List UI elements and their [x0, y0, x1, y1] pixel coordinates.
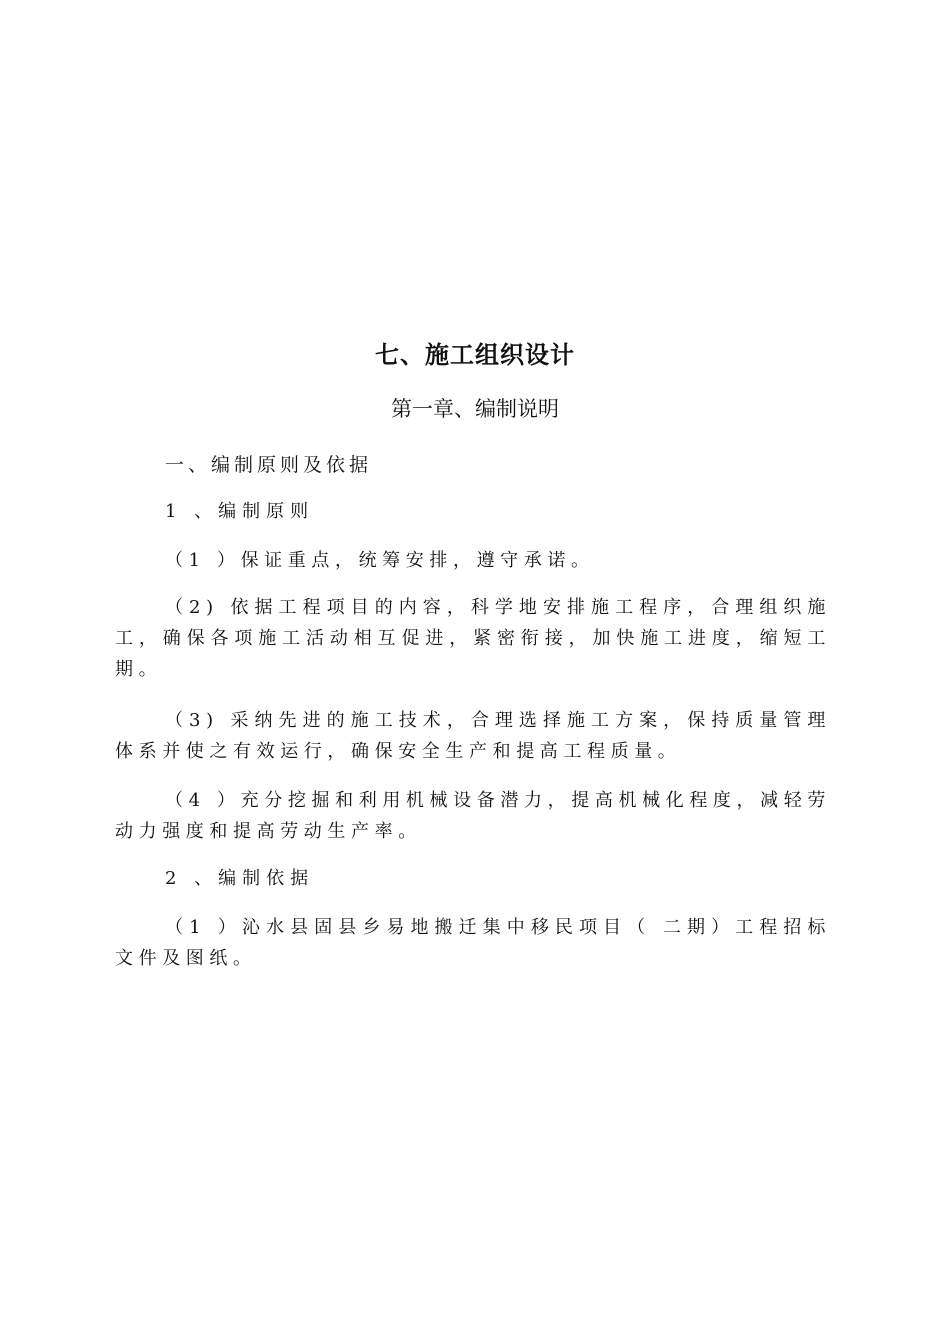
subsection-heading-principles: 1 、编制原则	[165, 501, 315, 522]
principle-paragraph: （3) 采纳先进的施工技术，合理选择施工方案，保持质量管理体系并使之有效运行，确保安全生产和提高工程质量。	[115, 710, 831, 762]
basis-paragraph: （1 ）沁水县固县乡易地搬迁集中移民项目（ 二期）工程招标文件及图纸。	[115, 917, 831, 969]
principle-paragraph: （4 ）充分挖掘和利用机械设备潜力，提高机械化程度，减轻劳动力强度和提高劳动生产率。	[115, 790, 831, 842]
principle-paragraph: （2) 依据工程项目的内容，科学地安排施工程序，合理组织施工，确保各项施工活动相互促进，紧密衔接，加快施工进度，缩短工期。	[115, 597, 831, 680]
chapter-heading: 第一章、编制说明	[391, 397, 559, 421]
document-title: 七、施工组织设计	[375, 340, 575, 369]
subsection-heading-basis: 2 、编制依据	[165, 868, 315, 889]
principle-paragraph: （1 ）保证重点，统筹安排，遵守承诺。	[165, 550, 595, 571]
section-heading: 一、编制原则及依据	[165, 454, 373, 476]
